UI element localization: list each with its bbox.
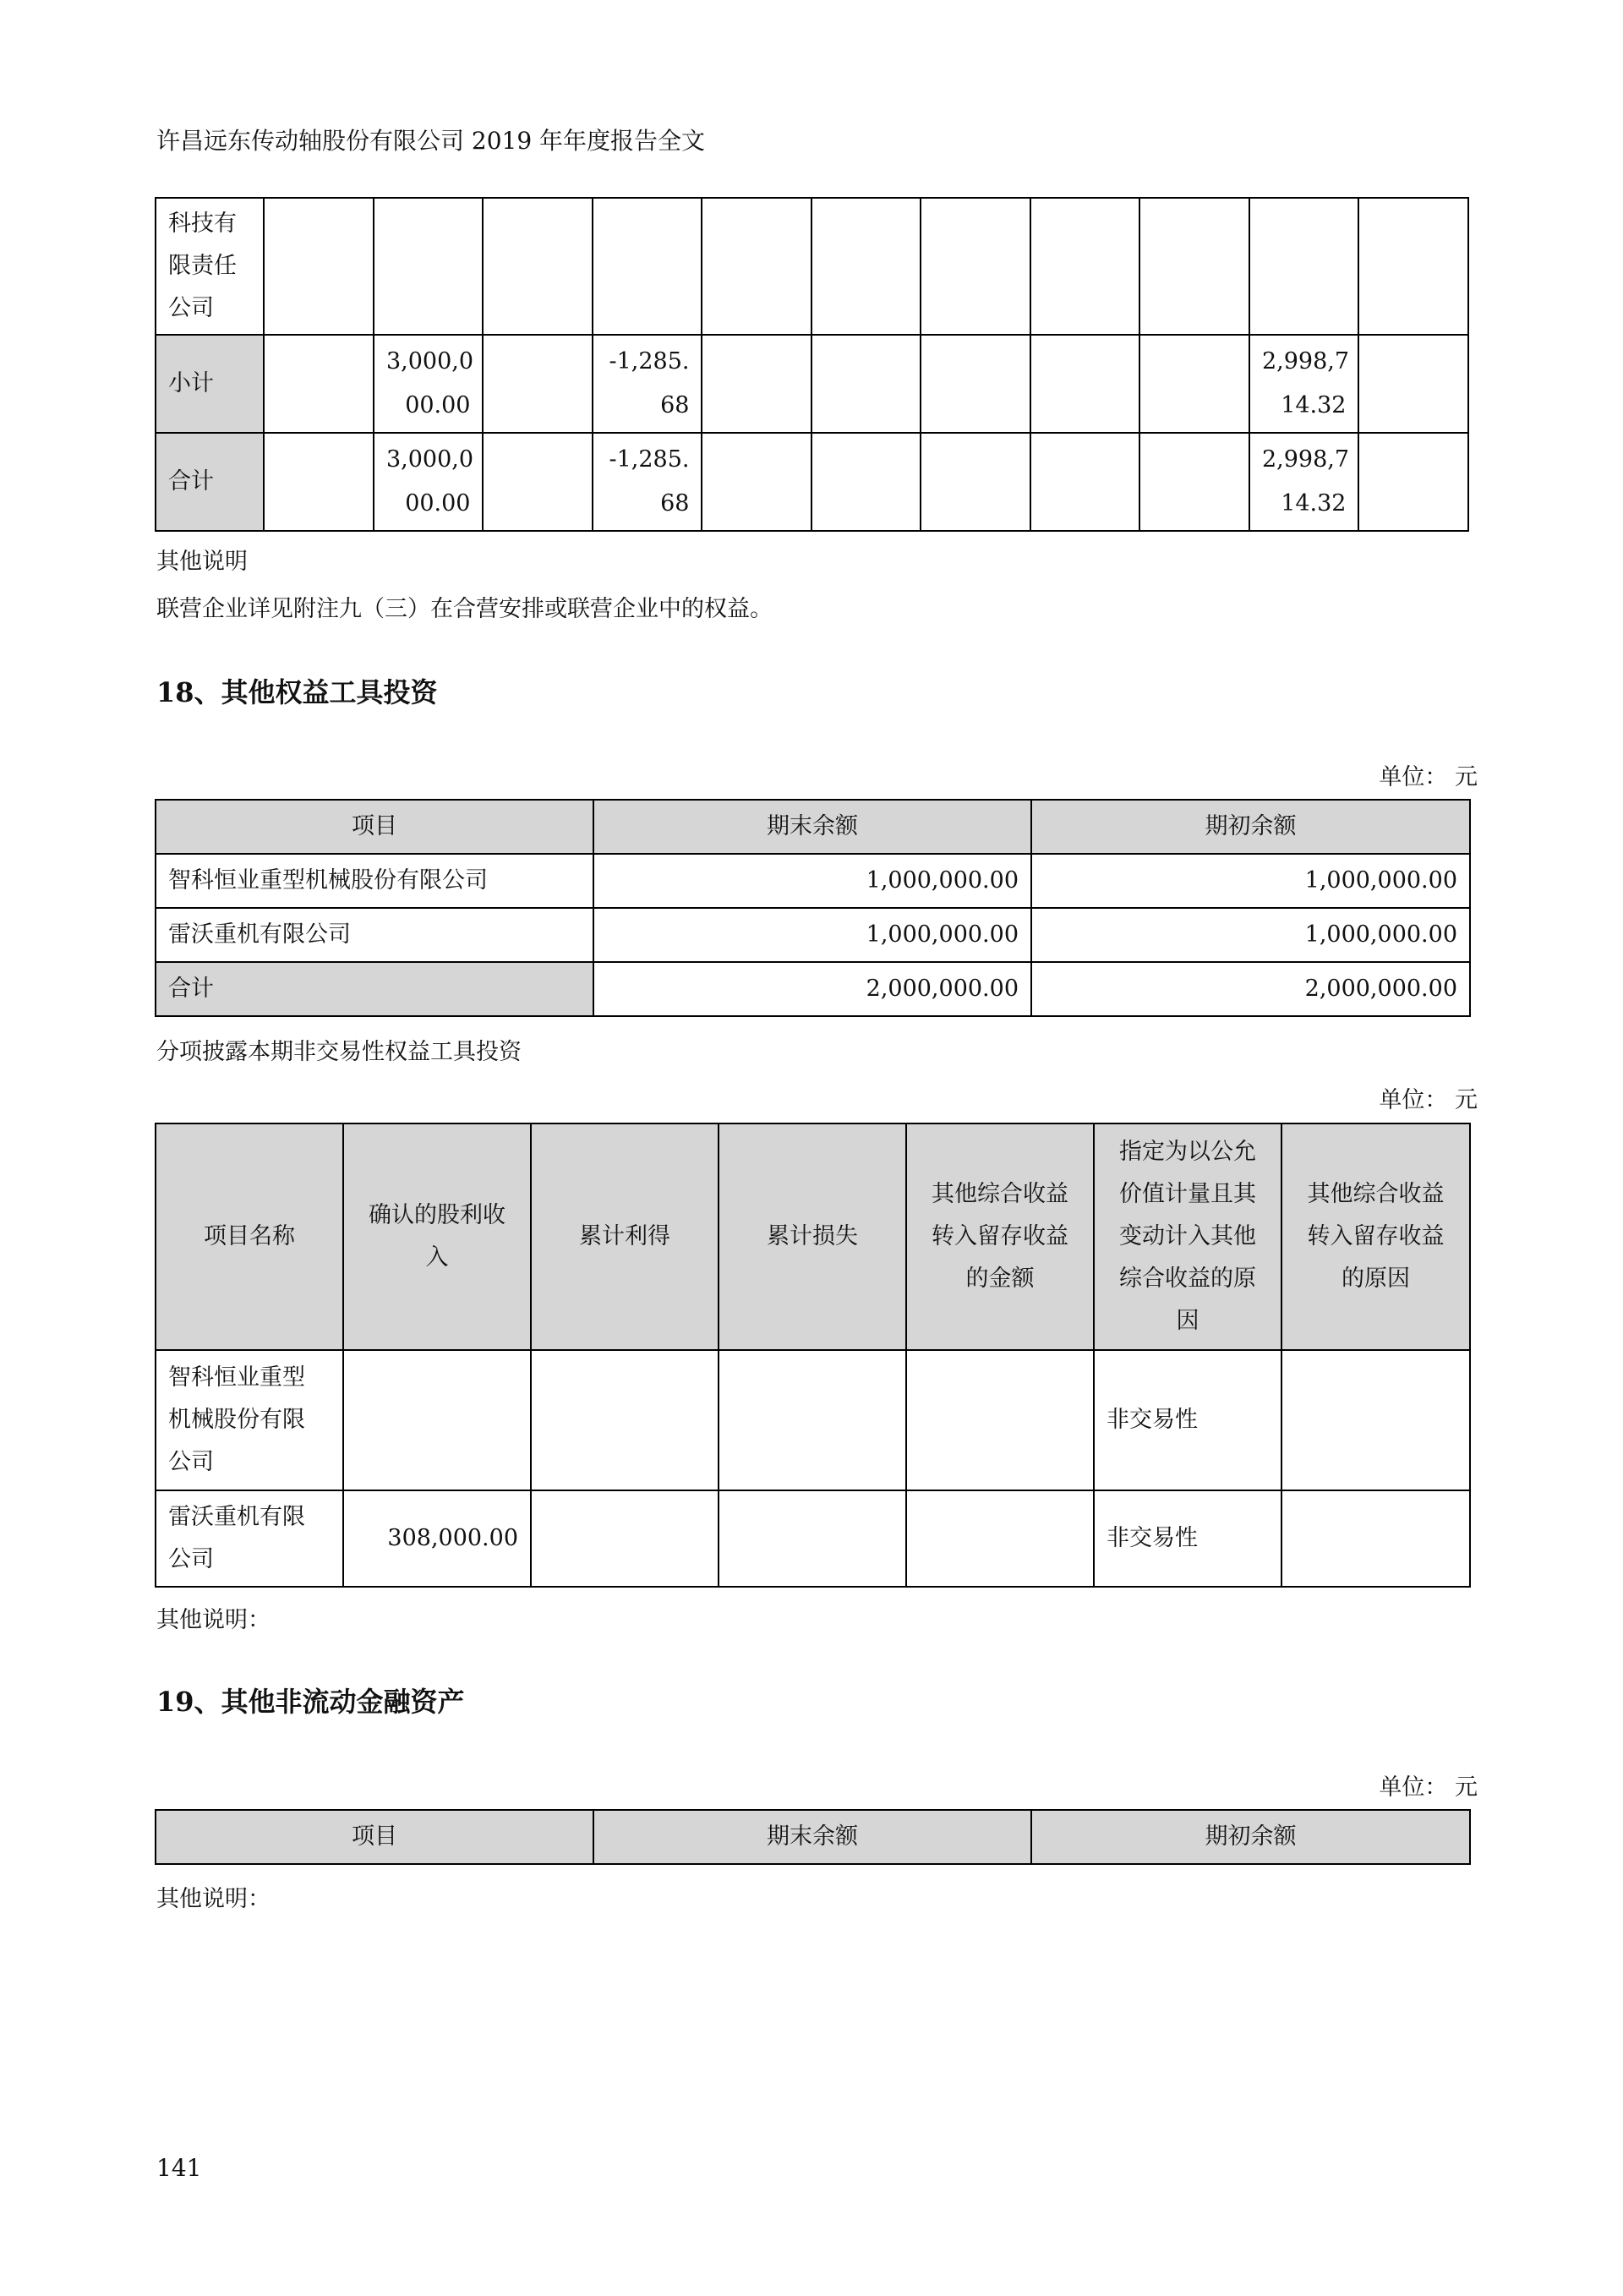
table-cell: [812, 433, 921, 531]
column-header: 期末余额: [593, 800, 1031, 854]
unit-label: 单位： 元: [1379, 1087, 1478, 1113]
row-name-cell: 科技有 限责任 公司: [156, 198, 264, 335]
section-18-heading: 18、其他权益工具投资: [156, 676, 438, 708]
table-cell: 1,000,000.00: [593, 908, 1031, 962]
column-header: 项目: [156, 800, 593, 854]
sub-disclosure-title: 分项披露本期非交易性权益工具投资: [156, 1039, 522, 1065]
column-header: 期初余额: [1031, 1810, 1470, 1864]
column-header: 项目名称: [156, 1123, 343, 1350]
column-header: 其他综合收益 转入留存收益 的金额: [906, 1123, 1094, 1350]
table-cell: [1139, 433, 1249, 531]
table-cell: 智科恒业重型机械股份有限公司: [156, 854, 593, 908]
other-notes-label: 其他说明: [156, 549, 248, 575]
column-header: 项目: [156, 1810, 593, 1864]
page-number: 141: [156, 2154, 202, 2182]
column-header: 指定为以公允 价值计量且其 变动计入其他 综合收益的原 因: [1094, 1123, 1281, 1350]
report-header-title: 许昌远东传动轴股份有限公司 2019 年年度报告全文: [156, 127, 706, 155]
non-trading-equity-table: [155, 1123, 1471, 1588]
table-cell: [593, 198, 702, 335]
other-notes-label: 其他说明：: [156, 1607, 270, 1633]
table-cell: [921, 198, 1030, 335]
table-cell: [483, 433, 593, 531]
column-header: 累计利得: [531, 1123, 719, 1350]
section-19-title: [156, 1681, 465, 1719]
other-non-current-financial-assets-table: [155, 1809, 1471, 1865]
other-notes-text: 联营企业详见附注九（三）在合营安排或联营企业中的权益。: [156, 596, 773, 622]
table-cell: [264, 335, 374, 433]
column-header: 累计损失: [719, 1123, 906, 1350]
table-cell: -1,285. 68: [593, 433, 702, 531]
table-cell: 1,000,000.00: [1031, 854, 1470, 908]
table-cell: -1,285. 68: [593, 335, 702, 433]
table-cell: [906, 1350, 1094, 1490]
table-cell: [264, 433, 374, 531]
column-header: 期初余额: [1031, 800, 1470, 854]
table-cell: [1358, 433, 1468, 531]
table-cell: 2,998,7 14.32: [1249, 433, 1359, 531]
table-cell: [531, 1350, 719, 1490]
table-cell: [374, 198, 484, 335]
table-cell: [483, 198, 593, 335]
table-cell: [906, 1490, 1094, 1587]
table-header-row: [156, 800, 1470, 854]
table-cell: [531, 1490, 719, 1587]
section-19-heading: 19、其他非流动金融资产: [156, 1686, 465, 1718]
table-cell: 3,000,0 00.00: [374, 335, 484, 433]
table-cell: [1139, 198, 1249, 335]
table-cell: 雷沃重机有限公司: [156, 908, 593, 962]
table-cell: [702, 198, 812, 335]
table-cell: 合计: [156, 962, 593, 1016]
table-cell: [1030, 433, 1140, 531]
table-cell: [343, 1350, 531, 1490]
column-header: 其他综合收益 转入留存收益 的原因: [1281, 1123, 1470, 1350]
table-cell: [812, 335, 921, 433]
continued-investment-table: [155, 197, 1469, 532]
table-cell: [921, 335, 1030, 433]
row-name-cell: 合计: [156, 433, 264, 531]
unit-label: 单位： 元: [1379, 1774, 1478, 1801]
table-cell: 非交易性: [1094, 1490, 1281, 1587]
table-cell: [702, 433, 812, 531]
table-row: [156, 854, 1470, 908]
table-cell: 3,000,0 00.00: [374, 433, 484, 531]
table-cell: 2,998,7 14.32: [1249, 335, 1359, 433]
column-header: 期末余额: [593, 1810, 1031, 1864]
table-cell: 308,000.00: [343, 1490, 531, 1587]
table-cell: 2,000,000.00: [1031, 962, 1470, 1016]
table-cell: [719, 1490, 906, 1587]
table-row: [156, 335, 1468, 433]
table-cell: 非交易性: [1094, 1350, 1281, 1490]
other-notes-label: 其他说明：: [156, 1886, 270, 1912]
table-row: [156, 1350, 1470, 1490]
table-cell: 2,000,000.00: [593, 962, 1031, 1016]
row-name-cell: 小计: [156, 335, 264, 433]
table-cell: [812, 198, 921, 335]
table-cell: [483, 335, 593, 433]
table-cell: [719, 1350, 906, 1490]
table-cell: [1030, 198, 1140, 335]
table-cell: [1358, 198, 1468, 335]
unit-label: 单位： 元: [1379, 764, 1478, 790]
column-header: 确认的股利收 入: [343, 1123, 531, 1350]
table-cell: [1281, 1490, 1470, 1587]
table-row: [156, 908, 1470, 962]
table-cell: [1139, 335, 1249, 433]
table-cell: [1249, 198, 1359, 335]
table-header-row: [156, 1810, 1470, 1864]
table-row: [156, 962, 1470, 1016]
table-cell: [1030, 335, 1140, 433]
table-cell: 雷沃重机有限 公司: [156, 1490, 343, 1587]
other-equity-investment-table: [155, 799, 1471, 1017]
table-cell: [1281, 1350, 1470, 1490]
table-cell: 1,000,000.00: [1031, 908, 1470, 962]
table-cell: [1358, 335, 1468, 433]
table-cell: 1,000,000.00: [593, 854, 1031, 908]
table-cell: [702, 335, 812, 433]
table-row: [156, 433, 1468, 531]
table-row: [156, 1490, 1470, 1587]
section-18-title: [156, 671, 438, 710]
table-header-row: [156, 1123, 1470, 1350]
table-cell: [264, 198, 374, 335]
table-cell: [921, 433, 1030, 531]
table-row: [156, 198, 1468, 335]
table-cell: 智科恒业重型 机械股份有限 公司: [156, 1350, 343, 1490]
